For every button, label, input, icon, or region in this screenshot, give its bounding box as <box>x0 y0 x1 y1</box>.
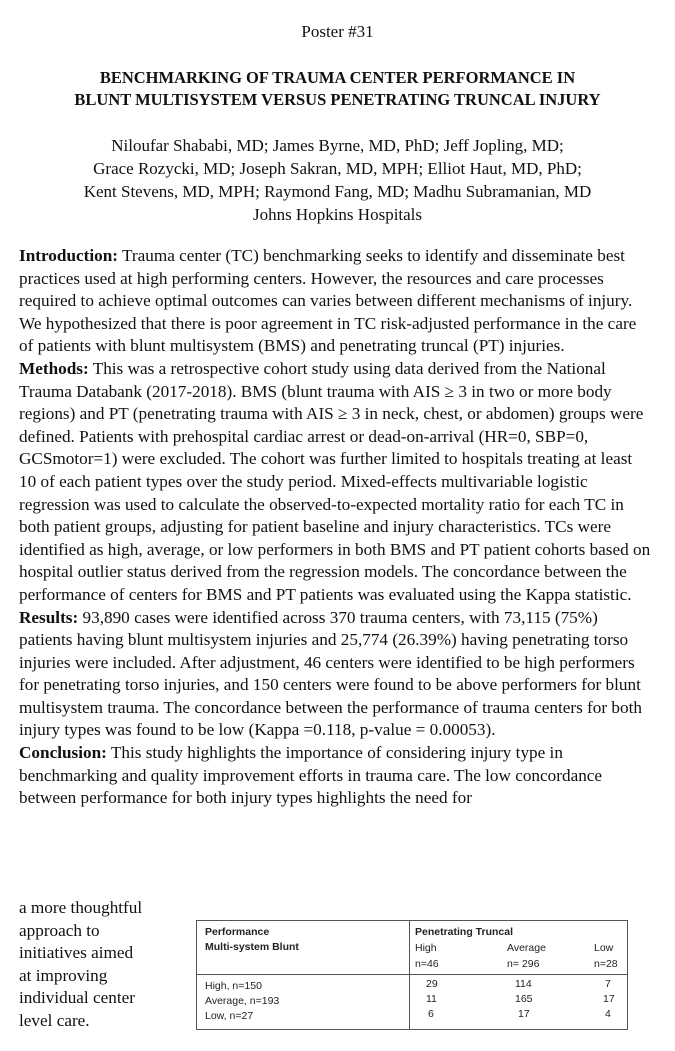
conclusion-tail-line: individual center <box>19 988 135 1008</box>
conclusion-tail-line: initiatives aimed <box>19 943 134 963</box>
table-header-performance: Performance <box>205 926 270 938</box>
row-label-high: High, n=150 <box>205 980 262 992</box>
conclusion-tail-line: a more thoughtful <box>19 898 143 917</box>
column-n-average: n= 296 <box>507 958 540 970</box>
abstract-body <box>19 245 653 810</box>
title-line-2: BLUNT MULTISYSTEM VERSUS PENETRATING TRUNCAL INJURY <box>74 90 601 109</box>
column-header-average: Average <box>507 942 546 954</box>
affiliation: Johns Hopkins Hospitals <box>252 205 423 224</box>
table-header-column-group: Penetrating Truncal <box>415 926 514 938</box>
row-label-average: Average, n=193 <box>205 995 280 1007</box>
row-label-low: Low, n=27 <box>205 1010 254 1022</box>
author-line: Niloufar Shababi, MD; James Byrne, MD, PhD; Jeff Jopling, MD; <box>111 136 564 155</box>
author-line: Grace Rozycki, MD; Joseph Sakran, MD, MPH; Elliot Haut, MD, PhD; <box>93 159 582 178</box>
table-cell: 11 <box>426 993 437 1005</box>
conclusion-text: This study highlights the importance of considering injury type in benchmarking and quality improvement efforts in trauma care. The low concordance between performance for both injury types highlights the need for <box>19 743 603 808</box>
introduction-text: Trauma center (TC) benchmarking seeks to identify and disseminate best practices used at high performing centers. However, the resources and care processes required to achieve optimal outcomes can varies between different mechanisms of injury. We hypothesized that there is poor agreement in TC risk-adjusted performance in the care of patients with blunt multisystem (BMS) and penetrating truncal (PT) injuries. <box>19 246 637 356</box>
table-cell: 17 <box>518 1008 530 1020</box>
column-header-high: High <box>415 942 437 954</box>
concordance-table <box>196 920 628 1030</box>
introduction-paragraph <box>19 245 653 358</box>
author-line: Kent Stevens, MD, MPH; Raymond Fang, MD; Madhu Subramanian, MD <box>83 182 592 201</box>
poster-title <box>10 67 665 111</box>
conclusion-paragraph <box>19 742 653 810</box>
methods-text: This was a retrospective cohort study using data derived from the National Trauma Databank (2017-2018). BMS (blunt trauma with AIS ≥ 3 in two or more body regions) and PT (penetrating trauma with AIS ≥ 3 in neck, chest, or abdomen) groups were defined. Patients with prehospital cardiac arrest or dead-on-arrival (HR=0, SBP=0, GCSmotor=1) were excluded. The cohort was further limited to hospitals treating at least 10 of each patient types over the study period. Mixed-effects multivariable logistic regression was used to calculate the observed-to-expected mortality ratio for each TC in both patient groups, adjusting for patient baseline and injury characteristics. TCs were identified as high, average, or low performers in both BMS and PT patient cohorts based on hospital outlier status derived from the regression models. The concordance between the performance of centers for BMS and PT patients was evaluated using the Kappa statistic. <box>19 358 651 604</box>
title-line-1: BENCHMARKING OF TRAUMA CENTER PERFORMANCE IN <box>99 68 576 87</box>
table-divider-horizontal <box>197 974 627 975</box>
poster-number: Poster #31 <box>301 22 374 41</box>
table-cell: 4 <box>605 1008 611 1020</box>
column-n-high: n=46 <box>415 958 439 970</box>
methods-paragraph <box>19 358 653 607</box>
author-list <box>0 134 675 226</box>
results-label: Results: <box>19 607 79 627</box>
table-divider-vertical <box>409 921 410 1029</box>
conclusion-tail-line: approach to <box>19 920 100 940</box>
table-cell: 7 <box>605 978 611 990</box>
introduction-label: Introduction: <box>19 246 119 265</box>
table-header-row-label: Multi-system Blunt <box>205 941 299 953</box>
results-text: 93,890 cases were identified across 370 trauma centers, with 73,115 (75%) patients having blunt multisystem injuries and 25,774 (26.39%) having penetrating torso injuries were included. After adjustment, 46 centers were identified to be high performers for penetrating torso injuries, and 150 centers were found to be above performers for blunt multisystem trauma. The concordance between the performance of trauma centers for both injury types was found to be low (Kappa =0.118, p-value = 0.00053). <box>19 607 642 740</box>
table-cell: 165 <box>515 993 533 1005</box>
conclusion-tail-line: level care. <box>19 1010 90 1030</box>
table-cell: 29 <box>426 978 438 990</box>
conclusion-tail-line: at improving <box>19 965 108 985</box>
column-header-low: Low <box>594 942 614 954</box>
column-n-low: n=28 <box>594 958 618 970</box>
results-paragraph <box>19 607 653 743</box>
conclusion-label: Conclusion: <box>19 743 107 763</box>
conclusion-tail <box>19 897 179 1033</box>
methods-label: Methods: <box>19 358 89 378</box>
table-cell: 17 <box>603 993 615 1005</box>
table-cell: 114 <box>515 978 532 990</box>
table-cell: 6 <box>428 1008 434 1020</box>
